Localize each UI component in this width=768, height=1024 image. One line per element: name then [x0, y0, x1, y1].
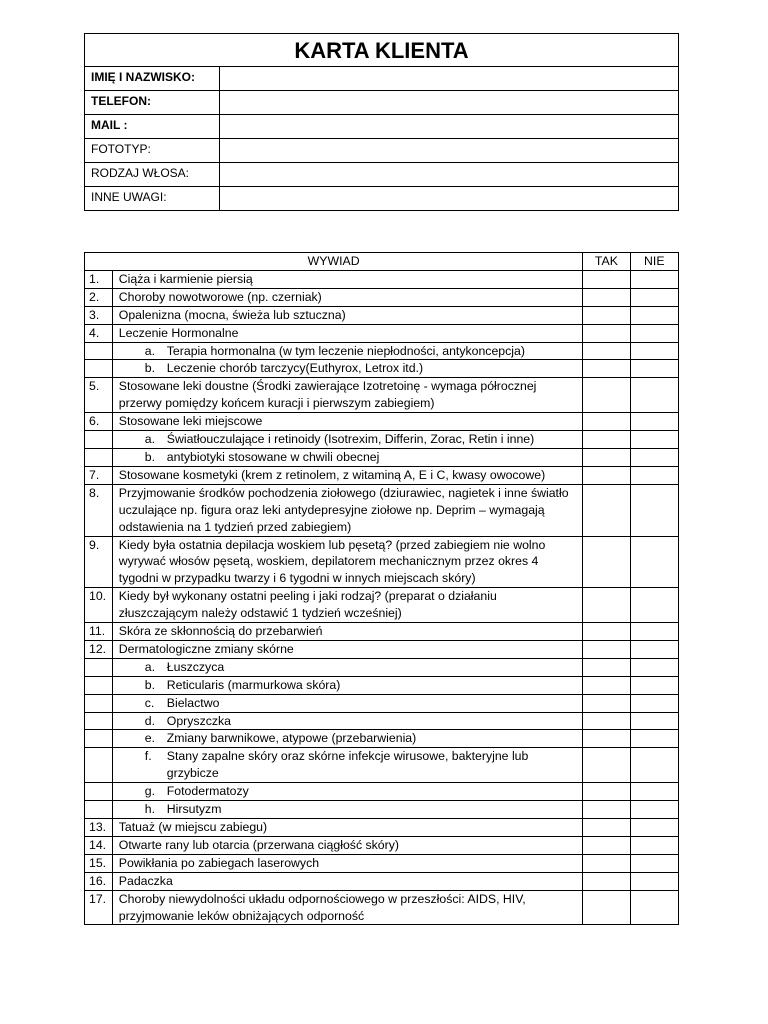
table-row: [85, 288, 679, 306]
interview-rows: [85, 270, 679, 925]
sub-question: [112, 712, 582, 730]
table-row: [85, 640, 679, 658]
table-row: [85, 694, 679, 712]
field-row-phototype: [85, 139, 679, 163]
card-title: KARTA KLIENTA: [85, 34, 679, 67]
question-text: Padaczka: [112, 872, 582, 890]
yes-answer-cell[interactable]: [583, 748, 630, 783]
row-number: 8.: [85, 484, 113, 536]
table-row: [85, 783, 679, 801]
table-row: [85, 658, 679, 676]
no-answer-cell[interactable]: [630, 413, 678, 431]
field-label-mail: MAIL :: [85, 115, 220, 139]
question-text: Leczenie Hormonalne: [112, 324, 582, 342]
sub-question-letter: h.: [144, 802, 156, 817]
question-text: Choroby nowotworowe (np. czerniak): [112, 288, 582, 306]
yes-answer-cell[interactable]: [583, 431, 630, 449]
yes-answer-cell[interactable]: [583, 836, 630, 854]
no-answer-cell[interactable]: [630, 431, 678, 449]
row-number: [85, 712, 113, 730]
table-row: [85, 484, 679, 536]
field-label-notes: INNE UWAGI:: [85, 187, 220, 211]
no-answer-cell[interactable]: [630, 324, 678, 342]
yes-answer-cell[interactable]: [583, 306, 630, 324]
phone-field[interactable]: [220, 91, 679, 115]
sub-question-text: Łuszczyca: [166, 659, 225, 674]
no-answer-cell[interactable]: [630, 872, 678, 890]
sub-question-letter: c.: [144, 695, 155, 710]
question-text: Stosowane leki doustne (Środki zawierające Izotretoinę - wymaga półrocznej przerwy pomiędzy końcem kuracji i pierwszym zabiegiem): [112, 378, 582, 413]
sub-question-text: antybiotyki stosowane w chwili obecnej: [166, 449, 380, 464]
question-text: Przyjmowanie środków pochodzenia ziołowego (dziurawiec, nagietek i inne światło uczulające np. figura oraz leki antydepresyjne ziołowe np. Deprim – wymagają odstawienia na 1 tydzień przed zabiegiem): [112, 484, 582, 536]
yes-answer-cell[interactable]: [583, 270, 630, 288]
phototype-field[interactable]: [220, 139, 679, 163]
name-field[interactable]: [220, 67, 679, 91]
row-number: [85, 658, 113, 676]
no-answer-cell[interactable]: [630, 378, 678, 413]
sub-question: [112, 801, 582, 819]
sub-question-letter: a.: [144, 432, 156, 447]
question-text: Skóra ze skłonnością do przebarwień: [112, 623, 582, 641]
sub-question-letter: e.: [144, 731, 156, 746]
sub-question-text: Stany zapalne skóry oraz skórne infekcje wirusowe, bakteryjne lub grzybicze: [166, 749, 529, 781]
sub-question-letter: b.: [144, 449, 156, 464]
yes-answer-cell[interactable]: [583, 730, 630, 748]
no-answer-cell[interactable]: [630, 360, 678, 378]
table-row: [85, 836, 679, 854]
row-number: [85, 360, 113, 378]
sub-question-letter: g.: [144, 784, 156, 799]
table-row: [85, 623, 679, 641]
no-answer-cell[interactable]: [630, 588, 678, 623]
question-text: Otwarte rany lub otarcia (przerwana ciągłość skóry): [112, 836, 582, 854]
table-row: [85, 730, 679, 748]
row-number: 1.: [85, 270, 113, 288]
row-number: 4.: [85, 324, 113, 342]
question-text: Stosowane kosmetyki (krem z retinolem, z witaminą A, E i C, kwasy owocowe): [112, 466, 582, 484]
yes-answer-cell[interactable]: [583, 466, 630, 484]
no-answer-cell[interactable]: [630, 484, 678, 536]
field-label-phototype: FOTOTYP:: [85, 139, 220, 163]
yes-answer-cell[interactable]: [583, 288, 630, 306]
yes-answer-cell[interactable]: [583, 324, 630, 342]
sub-question-text: Opryszczka: [166, 713, 232, 728]
question-text: Dermatologiczne zmiany skórne: [112, 640, 582, 658]
row-number: 6.: [85, 413, 113, 431]
table-row: [85, 748, 679, 783]
row-number: 3.: [85, 306, 113, 324]
sub-question: [112, 360, 582, 378]
table-row: [85, 801, 679, 819]
no-answer-cell[interactable]: [630, 640, 678, 658]
row-number: 7.: [85, 466, 113, 484]
row-number: [85, 783, 113, 801]
interview-header: WYWIAD: [85, 253, 583, 271]
interview-table: [84, 252, 679, 925]
question-text: Stosowane leki miejscowe: [112, 413, 582, 431]
no-answer-cell[interactable]: [630, 466, 678, 484]
yes-answer-cell[interactable]: [583, 588, 630, 623]
table-row: [85, 324, 679, 342]
yes-answer-cell[interactable]: [583, 536, 630, 588]
no-answer-cell[interactable]: [630, 801, 678, 819]
yes-answer-cell[interactable]: [583, 640, 630, 658]
sub-question-text: Hirsutyzm: [166, 802, 222, 817]
no-answer-cell[interactable]: [630, 342, 678, 360]
sub-question: [112, 431, 582, 449]
question-text: Choroby niewydolności układu odpornościowego w przeszłości: AIDS, HIV, przyjmowanie leków obniżających odporność: [112, 890, 582, 925]
yes-answer-cell[interactable]: [583, 360, 630, 378]
sub-question-letter: b.: [144, 361, 156, 376]
yes-answer-cell[interactable]: [583, 342, 630, 360]
field-row-name: [85, 67, 679, 91]
field-row-phone: [85, 91, 679, 115]
yes-answer-cell[interactable]: [583, 872, 630, 890]
no-answer-cell[interactable]: [630, 676, 678, 694]
sub-question-text: Fotodermatozy: [166, 784, 249, 799]
yes-answer-cell[interactable]: [583, 658, 630, 676]
table-row: [85, 676, 679, 694]
yes-answer-cell[interactable]: [583, 484, 630, 536]
field-label-name: IMIĘ I NAZWISKO:: [85, 67, 220, 91]
field-row-hair-type: [85, 163, 679, 187]
question-text: Kiedy była ostatnia depilacja woskiem lub pęsetą? (przed zabiegiem nie wolno wyrywać włosów pęsetą, woskiem, depilatorem mechanicznym przez okres 4 tygodni w przypadku twarzy i 6 tygodni w innych miejscach skóry): [112, 536, 582, 588]
row-number: 16.: [85, 872, 113, 890]
client-card-table: [84, 33, 679, 211]
question-text: Ciąża i karmienie piersią: [112, 270, 582, 288]
yes-answer-cell[interactable]: [583, 783, 630, 801]
no-answer-cell[interactable]: [630, 730, 678, 748]
question-text: Powikłania po zabiegach laserowych: [112, 854, 582, 872]
row-number: 11.: [85, 623, 113, 641]
table-row: [85, 306, 679, 324]
row-number: 10.: [85, 588, 113, 623]
table-row: [85, 378, 679, 413]
yes-answer-cell[interactable]: [583, 890, 630, 925]
sub-question-text: Zmiany barwnikowe, atypowe (przebarwienia): [166, 731, 417, 746]
row-number: 15.: [85, 854, 113, 872]
no-answer-cell[interactable]: [630, 270, 678, 288]
no-answer-cell[interactable]: [630, 288, 678, 306]
no-answer-cell[interactable]: [630, 819, 678, 837]
yes-answer-cell[interactable]: [583, 854, 630, 872]
no-answer-cell[interactable]: [630, 712, 678, 730]
hair-type-field[interactable]: [220, 163, 679, 187]
interview-header-row: [85, 253, 679, 271]
row-number: [85, 676, 113, 694]
table-row: [85, 413, 679, 431]
no-answer-cell[interactable]: [630, 658, 678, 676]
table-row: [85, 588, 679, 623]
row-number: 14.: [85, 836, 113, 854]
row-number: 12.: [85, 640, 113, 658]
field-label-hair-type: RODZAJ WŁOSA:: [85, 163, 220, 187]
no-answer-cell[interactable]: [630, 783, 678, 801]
row-number: [85, 431, 113, 449]
row-number: [85, 342, 113, 360]
field-label-phone: TELEFON:: [85, 91, 220, 115]
no-answer-cell[interactable]: [630, 306, 678, 324]
table-row: [85, 536, 679, 588]
row-number: [85, 730, 113, 748]
row-number: 17.: [85, 890, 113, 925]
question-text: Kiedy był wykonany ostatni peeling i jaki rodzaj? (preparat o działaniu złuszczającym należy odstawić 1 tydzień wcześniej): [112, 588, 582, 623]
sub-question: [112, 783, 582, 801]
no-answer-cell[interactable]: [630, 890, 678, 925]
table-row: [85, 360, 679, 378]
sub-question-letter: d.: [144, 713, 156, 728]
yes-answer-cell[interactable]: [583, 819, 630, 837]
sub-question-letter: a.: [144, 659, 156, 674]
row-number: [85, 748, 113, 783]
field-row-mail: [85, 115, 679, 139]
sub-question: [112, 676, 582, 694]
row-number: 2.: [85, 288, 113, 306]
sub-question-text: Bielactwo: [166, 695, 220, 710]
table-row: [85, 466, 679, 484]
no-answer-cell[interactable]: [630, 748, 678, 783]
row-number: [85, 448, 113, 466]
sub-question-letter: a.: [144, 343, 156, 358]
row-number: 13.: [85, 819, 113, 837]
yes-answer-cell[interactable]: [583, 712, 630, 730]
yes-column-header: TAK: [583, 253, 630, 271]
sub-question-text: Leczenie chorób tarczycy(Euthyrox, Letrox itd.): [166, 361, 424, 376]
no-answer-cell[interactable]: [630, 536, 678, 588]
yes-answer-cell[interactable]: [583, 378, 630, 413]
notes-field[interactable]: [220, 187, 679, 211]
sub-question: [112, 658, 582, 676]
row-number: [85, 694, 113, 712]
yes-answer-cell[interactable]: [583, 413, 630, 431]
sub-question: [112, 748, 582, 783]
yes-answer-cell[interactable]: [583, 676, 630, 694]
table-row: [85, 872, 679, 890]
no-answer-cell[interactable]: [630, 836, 678, 854]
table-row: [85, 342, 679, 360]
question-text: Opalenizna (mocna, świeża lub sztuczna): [112, 306, 582, 324]
sub-question: [112, 730, 582, 748]
no-answer-cell[interactable]: [630, 694, 678, 712]
row-number: 9.: [85, 536, 113, 588]
yes-answer-cell[interactable]: [583, 694, 630, 712]
no-column-header: NIE: [630, 253, 678, 271]
table-row: [85, 431, 679, 449]
sub-question-text: Terapia hormonalna (w tym leczenie niepłodności, antykoncepcja): [166, 343, 525, 358]
table-row: [85, 448, 679, 466]
no-answer-cell[interactable]: [630, 448, 678, 466]
table-row: [85, 854, 679, 872]
no-answer-cell[interactable]: [630, 854, 678, 872]
sub-question: [112, 448, 582, 466]
sub-question-text: Reticularis (marmurkowa skóra): [166, 677, 341, 692]
sub-question-letter: b.: [144, 677, 156, 692]
table-row: [85, 712, 679, 730]
yes-answer-cell[interactable]: [583, 448, 630, 466]
table-row: [85, 819, 679, 837]
sub-question: [112, 342, 582, 360]
table-row: [85, 270, 679, 288]
row-number: [85, 801, 113, 819]
field-row-notes: [85, 187, 679, 211]
no-answer-cell[interactable]: [630, 623, 678, 641]
mail-field[interactable]: [220, 115, 679, 139]
sub-question-text: Światłouczulające i retinoidy (Isotrexim, Differin, Zorac, Retin i inne): [166, 432, 535, 447]
question-text: Tatuaż (w miejscu zabiegu): [112, 819, 582, 837]
yes-answer-cell[interactable]: [583, 801, 630, 819]
sub-question-letter: f.: [144, 749, 152, 764]
table-row: [85, 890, 679, 925]
row-number: 5.: [85, 378, 113, 413]
yes-answer-cell[interactable]: [583, 623, 630, 641]
sub-question: [112, 694, 582, 712]
